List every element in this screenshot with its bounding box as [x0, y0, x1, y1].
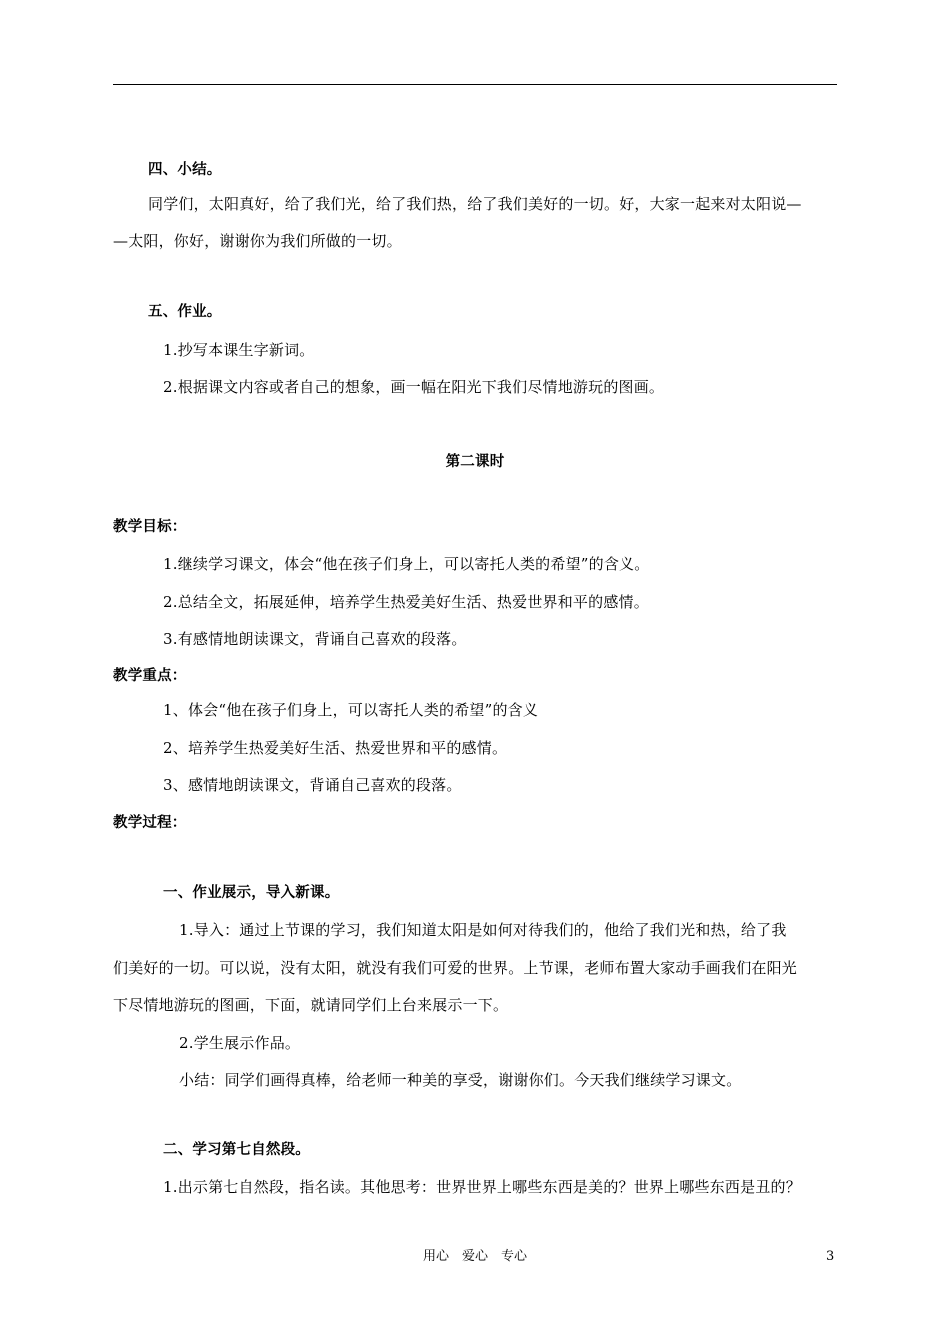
focus-item-3: 3、感情地朗读课文，背诵自己喜欢的段落。	[163, 776, 462, 794]
page-number: 3	[826, 1249, 835, 1264]
step1-paragraph-line-2: 们美好的一切。可以说，没有太阳，就没有我们可爱的世界。上节课，老师布置大家动手画我们在阳光	[113, 959, 798, 977]
heading-teaching-goals: 教学目标：	[113, 519, 187, 535]
goal-item-1: 1.继续学习课文，体会“他在孩子们身上，可以寄托人类的希望”的含义。	[163, 555, 650, 573]
footer-slogan: 用心 爱心 专心	[422, 1249, 527, 1264]
lesson-title: 第二课时	[445, 454, 505, 470]
heading-summary: 四、小结。	[148, 162, 222, 178]
heading-teaching-focus: 教学重点：	[113, 668, 187, 684]
header-rule	[113, 84, 837, 85]
homework-item-1: 1.抄写本课生字新词。	[163, 341, 315, 359]
homework-item-2: 2.根据课文内容或者自己的想象，画一幅在阳光下我们尽情地游玩的图画。	[163, 378, 665, 396]
heading-step-2: 二、学习第七自然段。	[163, 1142, 310, 1158]
step1-paragraph-line-3: 下尽情地游玩的图画，下面，就请同学们上台来展示一下。	[113, 996, 509, 1014]
focus-item-1: 1、体会“他在孩子们身上，可以寄托人类的希望”的含义	[163, 701, 539, 719]
heading-teaching-process: 教学过程：	[113, 815, 187, 831]
summary-paragraph-line-2: —太阳，你好，谢谢你为我们所做的一切。	[113, 232, 402, 250]
step1-item-2: 2.学生展示作品。	[179, 1034, 301, 1052]
heading-homework: 五、作业。	[148, 304, 222, 320]
step1-summary: 小结：同学们画得真棒，给老师一种美的享受，谢谢你们。今天我们继续学习课文。	[179, 1071, 742, 1089]
summary-paragraph-line-1: 同学们，太阳真好，给了我们光，给了我们热，给了我们美好的一切。好，大家一起来对太阳说—	[148, 195, 802, 213]
goal-item-3: 3.有感情地朗读课文，背诵自己喜欢的段落。	[163, 630, 467, 648]
focus-item-2: 2、培养学生热爱美好生活、热爱世界和平的感情。	[163, 739, 508, 757]
goal-item-2: 2.总结全文，拓展延伸，培养学生热爱美好生活、热爱世界和平的感情。	[163, 593, 649, 611]
heading-step-1: 一、作业展示，导入新课。	[163, 885, 340, 901]
step2-paragraph-line-1: 1.出示第七自然段，指名读。其他思考：世界世界上哪些东西是美的？世界上哪些东西是丑的？	[163, 1178, 801, 1196]
step1-paragraph-line-1: 1.导入：通过上节课的学习，我们知道太阳是如何对待我们的，他给了我们光和热，给了我	[179, 921, 787, 939]
